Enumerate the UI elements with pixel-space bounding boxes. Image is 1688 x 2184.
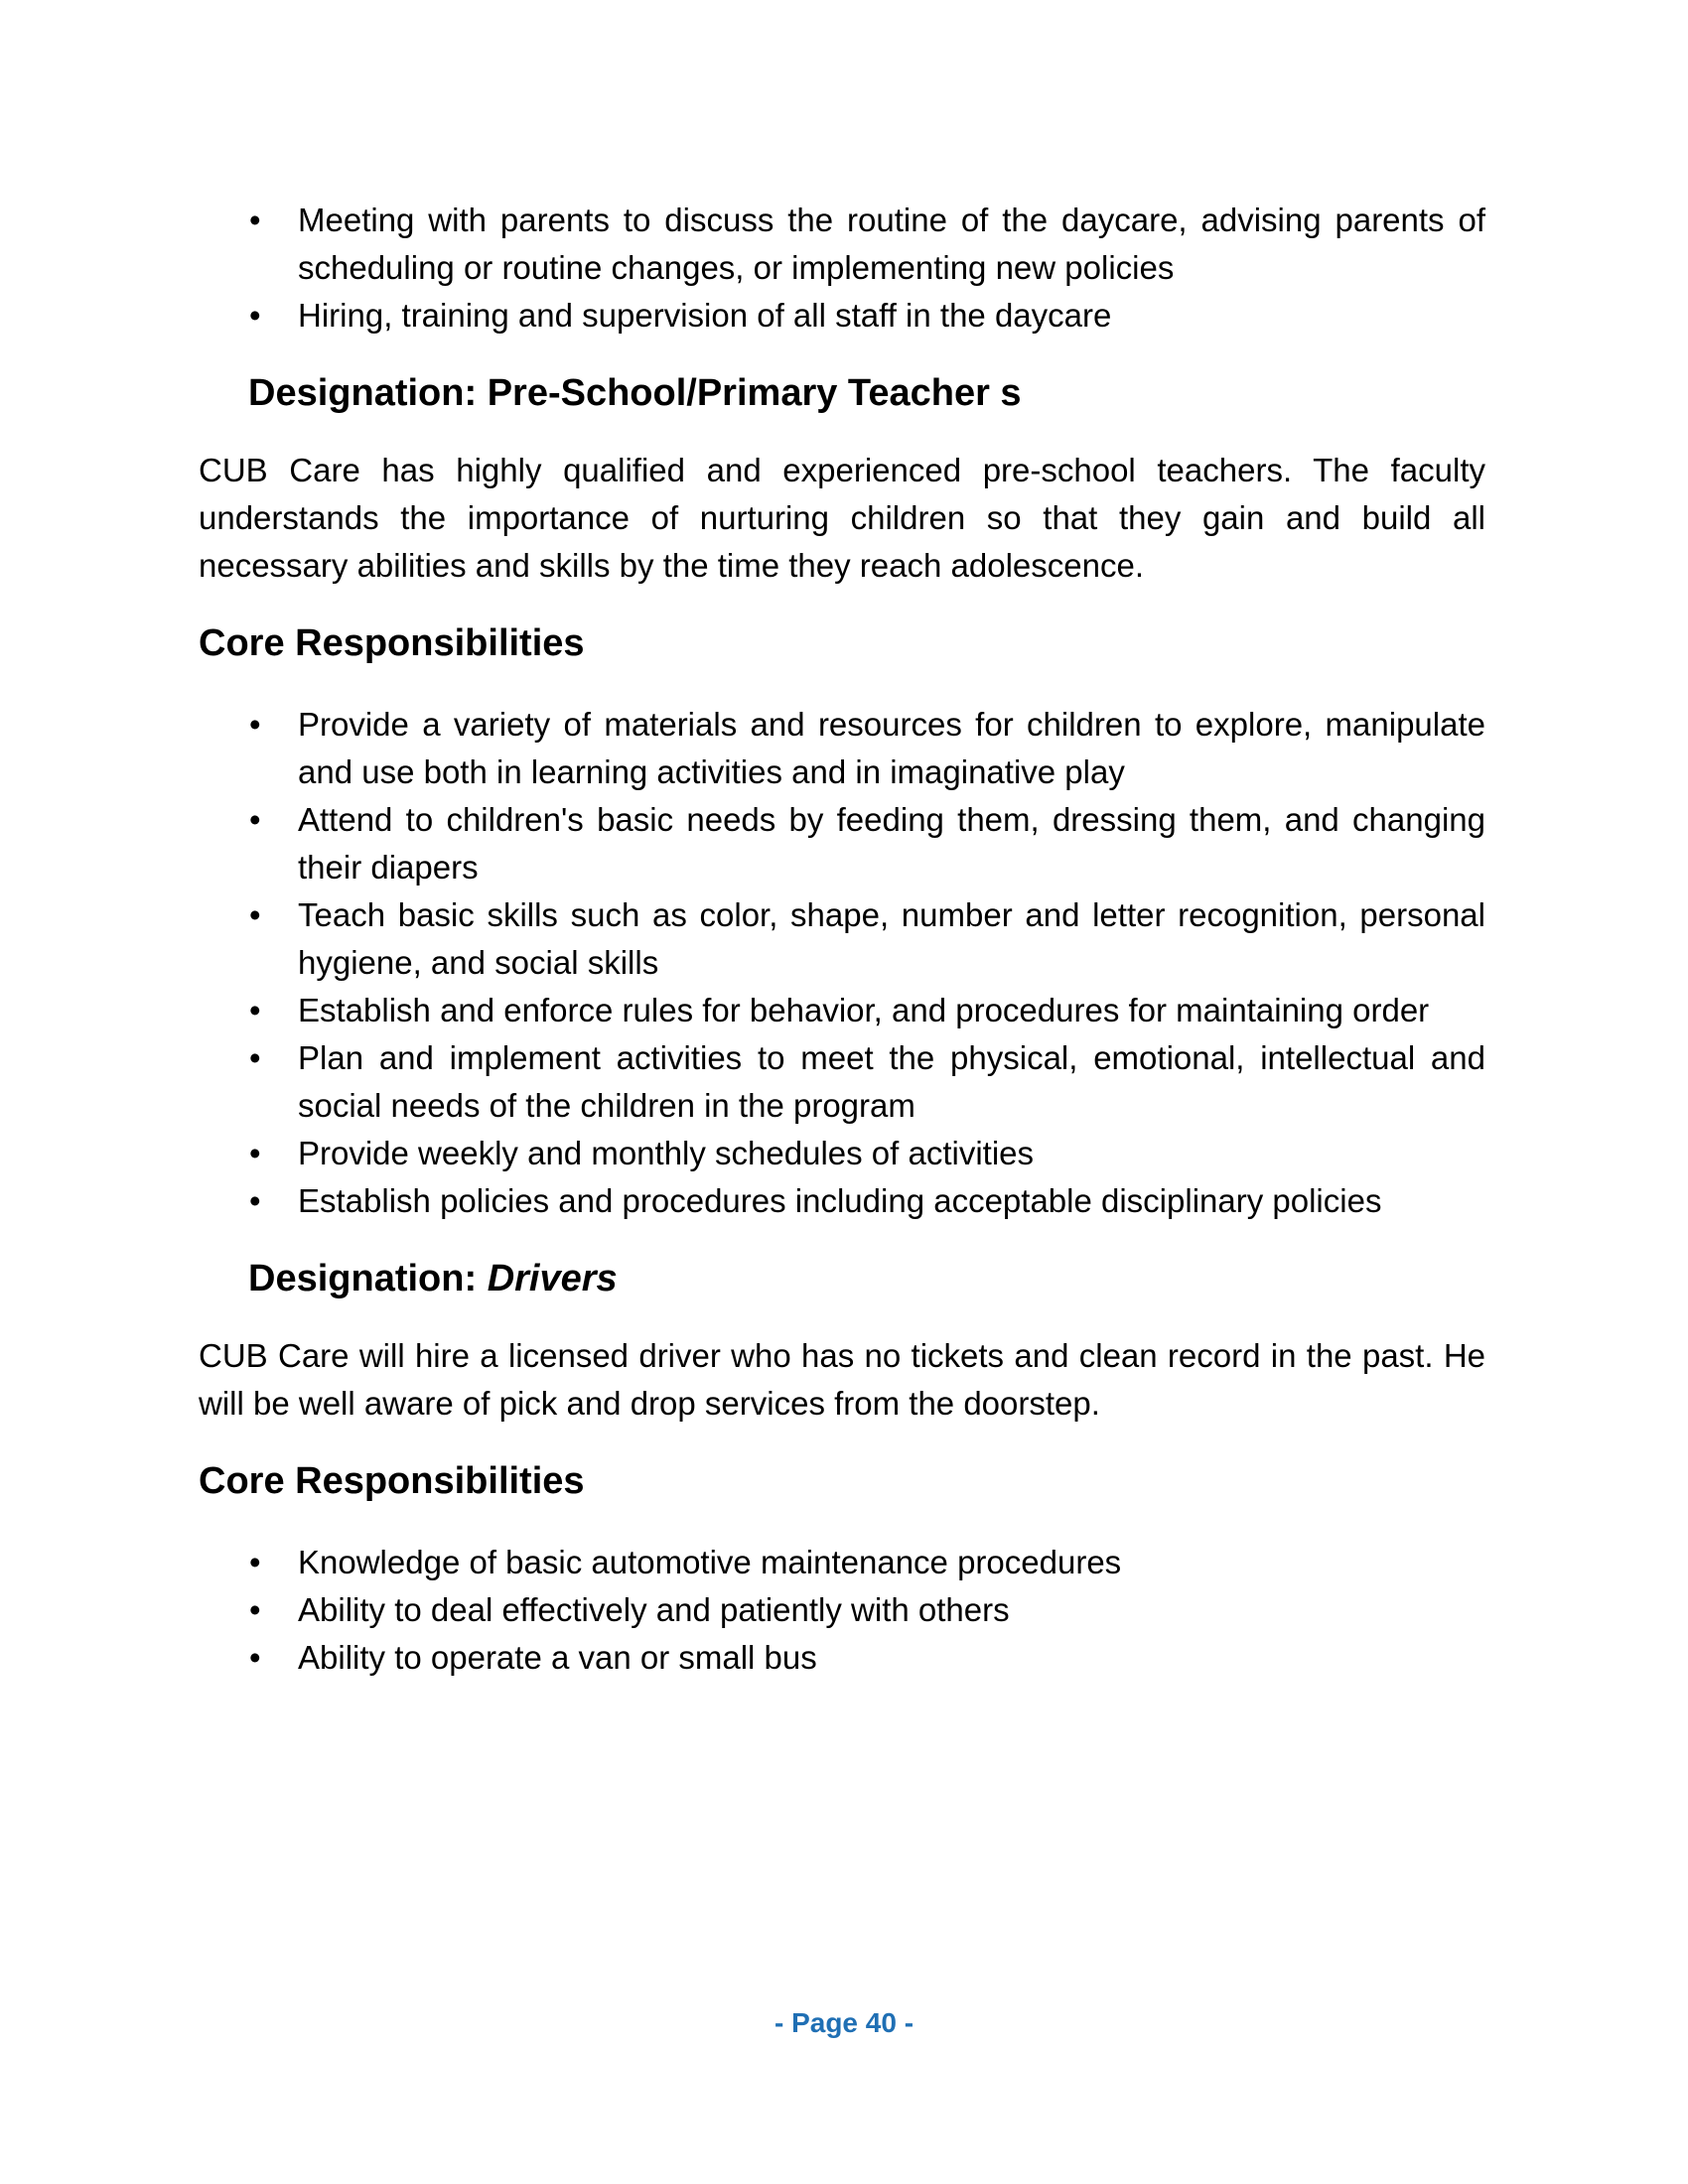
list-item	[199, 1034, 1485, 1130]
list-item-text: Provide a variety of materials and resources for children to explore, manipulate and use both in learning activities and in imaginative play	[298, 706, 1485, 790]
list-item	[199, 1130, 1485, 1177]
driver-designation-heading	[199, 1255, 1485, 1302]
list-item-text: Plan and implement activities to meet the physical, emotional, intellectual and social needs of the children in the program	[298, 1039, 1485, 1124]
driver-description: CUB Care will hire a licensed driver who has no tickets and clean record in the past. He will be well aware of pick and drop services from the doorstep.	[199, 1337, 1485, 1422]
list-item-text: Establish and enforce rules for behavior, and procedures for maintaining order	[298, 992, 1430, 1028]
list-item	[199, 1634, 1485, 1682]
bullet-icon: •	[249, 801, 261, 838]
teacher-core-heading: Core Responsibilities	[199, 622, 585, 664]
designation-label: Designation:	[248, 372, 488, 414]
list-item	[199, 796, 1485, 891]
list-item-text: Ability to deal effectively and patiently with others	[298, 1591, 1010, 1628]
bullet-icon: •	[249, 297, 261, 334]
teacher-designation-heading	[199, 369, 1485, 417]
list-item	[199, 1177, 1485, 1225]
list-item	[199, 701, 1485, 796]
teacher-description: CUB Care has highly qualified and experienced pre-school teachers. The faculty understands the importance of nurturing children so that they gain and build all necessary abilities and skills by the time they reach adolescence.	[199, 452, 1485, 584]
list-item-text: Hiring, training and supervision of all staff in the daycare	[298, 297, 1112, 334]
list-item	[199, 1539, 1485, 1586]
intro-bullet-list	[199, 197, 1485, 340]
driver-core-heading: Core Responsibilities	[199, 1460, 585, 1502]
list-item	[199, 292, 1485, 340]
designation-value: Drivers	[487, 1258, 618, 1299]
document-page	[199, 197, 1485, 1682]
designation-label: Designation:	[248, 1258, 488, 1299]
list-item	[199, 987, 1485, 1034]
bullet-icon: •	[249, 1544, 261, 1580]
bullet-icon: •	[249, 1182, 261, 1219]
list-item	[199, 891, 1485, 987]
page-number-footer: - Page 40 -	[774, 2007, 914, 2038]
driver-bullet-list	[199, 1539, 1485, 1682]
bullet-icon: •	[249, 1591, 261, 1628]
list-item-text: Ability to operate a van or small bus	[298, 1639, 817, 1676]
bullet-icon: •	[249, 706, 261, 743]
designation-value: Pre-School/Primary Teacher s	[487, 372, 1022, 414]
bullet-icon: •	[249, 1639, 261, 1676]
list-item-text: Establish policies and procedures including acceptable disciplinary policies	[298, 1182, 1382, 1219]
list-item-text: Teach basic skills such as color, shape, number and letter recognition, personal hygiene, and social skills	[298, 896, 1485, 981]
list-item-text: Meeting with parents to discuss the routine of the daycare, advising parents of scheduling or routine changes, or implementing new policies	[298, 202, 1485, 286]
list-item	[199, 197, 1485, 292]
bullet-icon: •	[249, 202, 261, 238]
bullet-icon: •	[249, 1039, 261, 1076]
list-item-text: Attend to children's basic needs by feeding them, dressing them, and changing their diapers	[298, 801, 1485, 886]
bullet-icon: •	[249, 992, 261, 1028]
bullet-icon: •	[249, 896, 261, 933]
list-item	[199, 1586, 1485, 1634]
bullet-icon: •	[249, 1135, 261, 1171]
list-item-text: Knowledge of basic automotive maintenance procedures	[298, 1544, 1122, 1580]
teacher-bullet-list	[199, 701, 1485, 1225]
list-item-text: Provide weekly and monthly schedules of activities	[298, 1135, 1035, 1171]
